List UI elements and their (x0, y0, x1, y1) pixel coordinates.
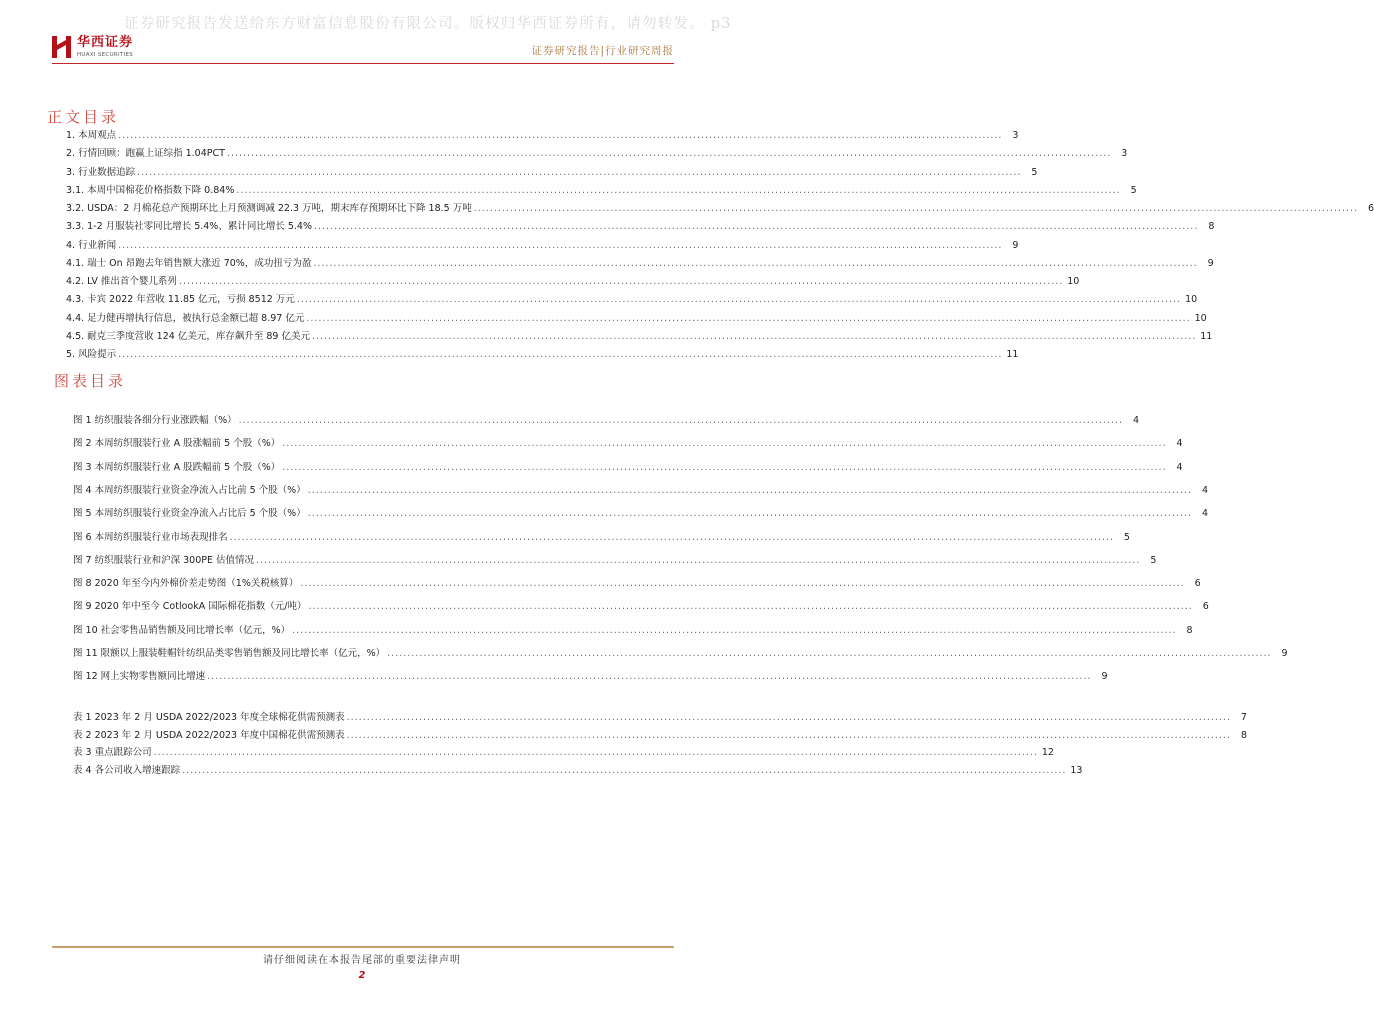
toc-entry-page: 8 (1208, 221, 1215, 233)
toc-leader-dots: ............................................................................................................................................................................................................................ (300, 578, 1185, 590)
toc-entry-label: 图 4 本周纺织服装行业资金净流入占比前 5 个股（%） (73, 484, 306, 496)
toc-entry[interactable] (73, 554, 1157, 568)
legal-notice: 请仔细阅读在本报告尾部的重要法律声明 (263, 955, 461, 966)
toc-entry-label: 3.2. USDA：2 月棉花总产预期环比上月预测调减 22.3 万吨，期末库存预期环比下降 18.5 万吨 (66, 203, 472, 214)
toc-leader-dots: ............................................................................................................................................................................................................................ (207, 671, 1092, 683)
toc-leader-dots: ............................................................................................................................................................................................................................ (307, 484, 1193, 496)
toc-leader-dots: ............................................................................................................................................................................................................................ (296, 294, 1182, 306)
toc-leader-dots: ............................................................................................................................................................................................................................ (118, 349, 1003, 360)
toc-entry[interactable] (66, 275, 1080, 289)
toc-entry-page: 6 (1202, 601, 1209, 613)
footer-divider (52, 946, 674, 948)
toc-entry-label: 图 10 社会零售品销售额及同比增长率（亿元，%） (73, 624, 291, 636)
toc-leader-dots: ............................................................................................................................................................................................................................ (307, 508, 1193, 520)
toc-leader-dots: ............................................................................................................................................................................................................................ (314, 221, 1199, 233)
toc-entry-page: 9 (1012, 239, 1019, 251)
toc-entry[interactable] (66, 147, 1128, 161)
toc-entry-label: 2. 行情回顾：跑赢上证综指 1.04PCT (66, 148, 225, 160)
toc-leader-dots: ............................................................................................................................................................................................................................ (182, 764, 1067, 776)
toc-entry-label: 图 2 本周纺织服装行业 A 股涨幅前 5 个股（%） (73, 438, 281, 450)
toc-entry-page: 6 (1194, 578, 1201, 590)
huaxi-logo-icon (52, 36, 72, 58)
toc-entry-label: 4.1. 瑞士 On 昂跑去年销售额大涨近 70%，成功扭亏为盈 (66, 257, 312, 269)
toc-entry-label: 图 1 纺织服装各细分行业涨跌幅（%） (73, 415, 237, 426)
toc-entry-page: 11 (1200, 330, 1213, 342)
header-divider (52, 63, 674, 64)
toc-leader-dots: ............................................................................................................................................................................................................................ (118, 130, 1003, 141)
logo-chinese-name: 华西证券 (77, 35, 134, 50)
toc-entry[interactable] (73, 461, 1183, 475)
toc-entry[interactable] (73, 764, 1083, 778)
toc-leader-dots: ............................................................................................................................................................................................................................ (308, 601, 1193, 613)
charts-title: 图表目录 (54, 372, 127, 390)
toc-entry-label: 图 12 网上实物零售额同比增速 (73, 671, 206, 683)
toc-entry[interactable] (66, 184, 1137, 198)
toc-entry-page: 9 (1207, 257, 1214, 269)
toc-leader-dots: ............................................................................................................................................................................................................................ (311, 330, 1197, 342)
toc-leader-dots: ............................................................................................................................................................................................................................ (137, 166, 1022, 178)
toc-leader-dots: ............................................................................................................................................................................................................................ (387, 648, 1272, 659)
toc-entry[interactable] (73, 746, 1054, 760)
watermark-text: 证券研究报告发送给东方财富信息股份有限公司。版权归华西证券所有，请勿转发。 p3 (124, 16, 732, 32)
toc-entry-label: 5. 风险提示 (66, 349, 117, 360)
toc-entry-page: 4 (1202, 484, 1209, 496)
toc-entry-page: 10 (1067, 276, 1080, 287)
toc-leader-dots: ............................................................................................................................................................................................................................ (118, 239, 1003, 251)
toc-entry-page: 6 (1368, 203, 1374, 214)
toc-entry[interactable] (73, 624, 1193, 638)
toc-entry-page: 10 (1194, 312, 1207, 324)
toc-entry[interactable] (66, 166, 1038, 180)
toc-entry[interactable] (66, 202, 1374, 216)
toc-leader-dots: ............................................................................................................................................................................................................................ (313, 257, 1198, 269)
toc-entry[interactable] (73, 711, 1247, 725)
toc-entry-label: 表 4 各公司收入增速跟踪 (73, 764, 181, 776)
toc-entry-page: 13 (1070, 764, 1083, 776)
toc-entry-page: 11 (1006, 349, 1019, 360)
toc-entry[interactable] (66, 330, 1213, 344)
toc-leader-dots: ............................................................................................................................................................................................................................ (178, 276, 1064, 287)
toc-entry[interactable] (66, 348, 1019, 362)
toc-entry-page: 4 (1176, 461, 1183, 473)
toc-entry-label: 图 11 限额以上服装鞋帽针纺织品类零售销售额及同比增长率（亿元，%） (73, 648, 386, 659)
toc-leader-dots: ............................................................................................................................................................................................................................ (236, 184, 1121, 196)
toc-entry-page: 3 (1121, 148, 1128, 160)
toc-entry-page: 8 (1240, 729, 1247, 741)
toc-entry-label: 4.5. 耐克三季度营收 124 亿美元，库存飙升至 89 亿美元 (66, 330, 310, 342)
toc-entry-label: 图 9 2020 年中至今 CotlookA 国际棉花指数（元/吨） (73, 601, 307, 613)
toc-entry-label: 1. 本周观点 (66, 130, 117, 141)
toc-entry-label: 图 5 本周纺织服装行业资金净流入占比后 5 个股（%） (73, 508, 306, 520)
toc-entry[interactable] (73, 484, 1209, 498)
toc-entry-label: 图 7 纺织服装行业和沪深 300PE 估值情况 (73, 554, 254, 566)
toc-entry[interactable] (66, 129, 1019, 143)
toc-entry[interactable] (73, 600, 1209, 614)
toc-entry-label: 4. 行业新闻 (66, 239, 117, 251)
toc-entry-label: 表 2 2023 年 2 月 USDA 2022/2023 年度中国棉花供需预测表 (73, 729, 345, 741)
toc-entry-label: 4.2. LV 推出首个婴儿系列 (66, 276, 177, 287)
toc-entry[interactable] (73, 647, 1288, 661)
logo-english-name: HUAXI SECURITIES (77, 52, 134, 58)
toc-entry-label: 3. 行业数据追踪 (66, 166, 136, 178)
toc-entry-page: 3 (1012, 130, 1019, 141)
toc-entry-label: 图 8 2020 年至今内外棉价差走势图（1%关税核算） (73, 578, 299, 590)
toc-entry-page: 8 (1186, 624, 1193, 636)
toc-entry[interactable] (66, 293, 1198, 307)
toc-entry[interactable] (66, 312, 1207, 326)
contents-title: 正文目录 (47, 108, 120, 126)
toc-entry-page: 4 (1132, 415, 1139, 426)
toc-entry-label: 4.3. 卡宾 2022 年营收 11.85 亿元，亏损 8512 万元 (66, 294, 295, 306)
toc-entry-page: 9 (1281, 648, 1288, 659)
toc-entry-label: 表 1 2023 年 2 月 USDA 2022/2023 年度全球棉花供需预测表 (73, 712, 345, 723)
toc-entry[interactable] (73, 531, 1130, 545)
toc-entry[interactable] (73, 437, 1183, 451)
toc-entry-page: 10 (1185, 294, 1198, 306)
toc-leader-dots: ............................................................................................................................................................................................................................ (153, 747, 1038, 758)
report-type-label: 证券研究报告|行业研究周报 (531, 45, 674, 57)
toc-leader-dots: ............................................................................................................................................................................................................................ (346, 712, 1231, 723)
toc-entry[interactable] (73, 577, 1201, 591)
toc-entry-page: 7 (1240, 712, 1247, 723)
toc-entry-page: 5 (1123, 531, 1130, 543)
toc-entry[interactable] (73, 729, 1247, 743)
toc-entry-page: 5 (1150, 554, 1157, 566)
toc-entry[interactable] (66, 257, 1214, 271)
toc-entry-page: 9 (1101, 671, 1108, 683)
toc-leader-dots: ............................................................................................................................................................................................................................ (346, 729, 1231, 741)
toc-leader-dots: ............................................................................................................................................................................................................................ (229, 531, 1114, 543)
toc-entry[interactable] (66, 239, 1019, 253)
toc-entry[interactable] (66, 220, 1215, 234)
toc-entry-label: 表 3 重点跟踪公司 (73, 747, 152, 758)
toc-leader-dots: ............................................................................................................................................................................................................................ (473, 203, 1359, 214)
toc-entry-label: 图 6 本周纺织服装行业市场表现排名 (73, 531, 228, 543)
toc-entry-page: 4 (1176, 438, 1183, 450)
toc-entry-label: 图 3 本周纺织服装行业 A 股跌幅前 5 个股（%） (73, 461, 281, 473)
company-logo (52, 36, 133, 58)
toc-leader-dots: ............................................................................................................................................................................................................................ (256, 554, 1141, 566)
toc-entry-page: 12 (1041, 747, 1054, 758)
toc-entry-page: 4 (1202, 508, 1209, 520)
toc-entry-label: 3.3. 1-2 月服装社零同比增长 5.4%、累计同比增长 5.4% (66, 221, 312, 233)
toc-leader-dots: ............................................................................................................................................................................................................................ (282, 461, 1167, 473)
toc-entry-page: 5 (1130, 184, 1137, 196)
toc-entry-page: 5 (1031, 166, 1038, 178)
toc-leader-dots: ............................................................................................................................................................................................................................ (292, 624, 1177, 636)
toc-entry[interactable] (73, 507, 1209, 521)
toc-leader-dots: ............................................................................................................................................................................................................................ (238, 415, 1123, 426)
toc-leader-dots: ............................................................................................................................................................................................................................ (306, 312, 1191, 324)
toc-entry[interactable] (73, 414, 1139, 428)
toc-entry-label: 4.4. 足力健再增执行信息，被执行总金额已超 8.97 亿元 (66, 312, 305, 324)
toc-leader-dots: ............................................................................................................................................................................................................................ (282, 438, 1167, 450)
toc-entry[interactable] (73, 670, 1108, 684)
toc-entry-label: 3.1. 本周中国棉花价格指数下降 0.84% (66, 184, 235, 196)
toc-leader-dots: ............................................................................................................................................................................................................................ (226, 148, 1112, 160)
page-number: 2 (358, 970, 366, 981)
